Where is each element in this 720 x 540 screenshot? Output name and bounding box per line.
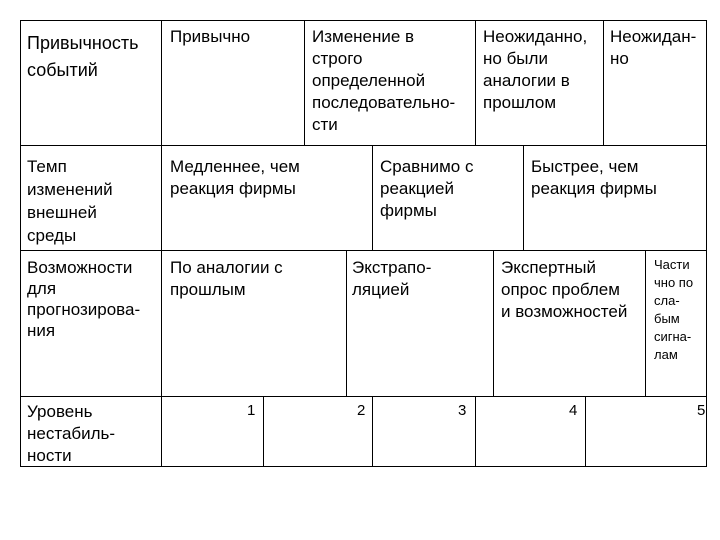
column-divider [603,20,604,145]
column-divider [585,396,586,467]
table-cell: Привычно [170,27,251,46]
table-cell: По аналогии с прошлым [170,258,283,299]
column-divider [493,250,494,396]
row-divider [20,145,707,146]
column-divider [372,396,373,467]
column-divider [475,20,476,145]
column-divider [645,250,646,396]
table-cell: Быстрее, чем реакция фирмы [531,157,657,198]
column-divider [304,20,305,145]
column-divider [346,250,347,396]
column-divider [263,396,264,467]
table-cell: Неожиданно, но были аналогии в прошлом [483,27,588,112]
scale-value: 5 [697,402,706,419]
column-divider [475,396,476,467]
scale-value: 3 [458,402,467,419]
row-divider [20,396,707,397]
table-cell: Сравнимо с реакцией фирмы [380,157,474,220]
table-cell: Медленнее, чем реакция фирмы [170,157,300,198]
table-cell: Неожидан- но [610,27,697,68]
column-divider [372,145,373,250]
table-cell: Изменение в строго определенной последовательно- сти [312,27,456,134]
row-divider [20,250,707,251]
scale-value: 4 [569,402,578,419]
table-cell: Экспертный опрос проблем и возможностей [501,258,628,321]
table-cell: Экстрапо- ляцией [352,258,432,299]
column-divider [161,20,162,467]
column-divider [523,145,524,250]
row-label: Темп изменений внешней среды [27,157,113,245]
scale-value: 2 [357,402,366,419]
table-cell: Части чно по сла- бым сигна- лам [654,257,694,362]
scale-value: 1 [247,402,256,419]
row-label: Уровень нестабиль- ности [27,402,116,465]
row-label: Привычность событий [27,33,139,80]
row-label: Возможности для прогнозирова- ния [27,258,141,340]
